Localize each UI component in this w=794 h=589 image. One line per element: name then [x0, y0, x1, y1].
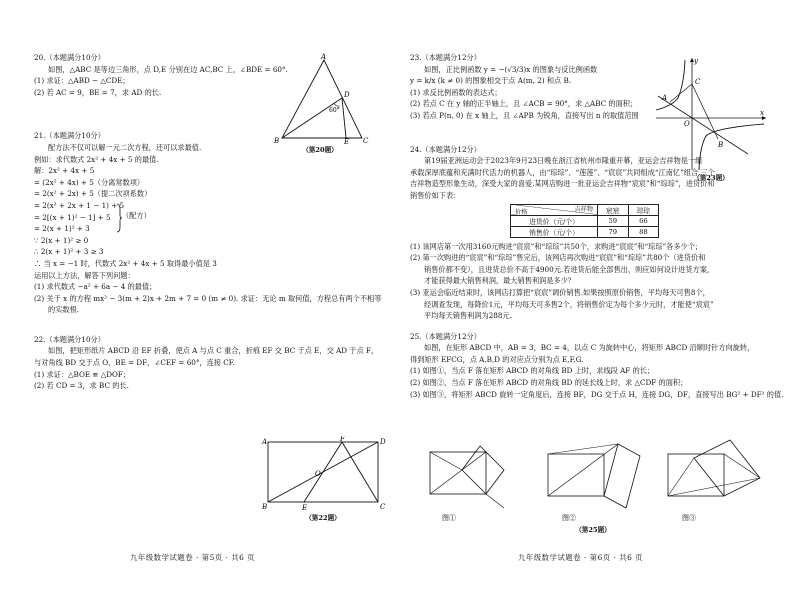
- table-corner-top: 吉祥物: [574, 205, 593, 213]
- q21-step: ∴ 2(x + 1)² + 3 ≥ 3: [34, 247, 104, 257]
- footer-left: 九年级数学试题卷 · 第5页 · 共6 页: [130, 553, 256, 562]
- q21-part2: (2) 关于 x 的方程 mx² − 3(m + 2)x + 2m + 7 = 0 (m ≠ 0). 求证：无论 m 取何值，方程总有两个不相等: [34, 293, 382, 303]
- table-row-label: 销售价（元/个）: [511, 226, 598, 237]
- label-x: x: [760, 109, 764, 117]
- q22-stem: 如图，把矩形纸片 ABCD 沿 EF 折叠，使点 A 与点 C 重合，折痕 EF 交 BC 于点 E，交 AD 于点 F，: [48, 346, 379, 356]
- q24-part3: (3) 亚运会临近结束时，该网店打算把“宸宸”调价销售.如果按照原价销售，平均每天可售8个，: [410, 287, 710, 297]
- table-row: [511, 226, 659, 237]
- q23-stem-cont: y = k/x (k ≠ 0) 的图象相交于点 A(m, 2) 和点 B.: [410, 76, 572, 86]
- q21-step: = 2(x + 1)² + 3: [34, 224, 90, 234]
- triangle-diagram: [270, 52, 370, 144]
- figure-23-caption: （第23题）: [693, 174, 729, 182]
- label-a: A: [321, 53, 327, 61]
- footer-right: 九年级数学试题卷 · 第6页 · 共6 页: [518, 553, 644, 562]
- label-c: C: [363, 137, 369, 144]
- label-a: A: [262, 438, 268, 446]
- q25-part1: (1) 如图①，当点 F 落在矩形 ABCD 的对角线 BD 上时，求线段 AF 的长；: [410, 366, 655, 376]
- table-cell: 79: [598, 226, 629, 237]
- label-c: C: [695, 78, 701, 86]
- q25-part3: (3) 如图③，将矩形 ABCD 旋转一定角度后，连接 BF，DG 交于点 H，连接 DG，DF，直接写出 BG² + DF² 的值.: [410, 389, 784, 399]
- figure-20-caption: （第20题）: [302, 146, 338, 154]
- q23-part3: (3) 若点 P(n, 0) 在 x 轴上，且 ∠APB 为锐角，直接写出 n 的取值范围: [410, 110, 639, 120]
- price-table: [510, 204, 659, 238]
- q24-stem: 第19届亚洲运动会于2023年9月23日晚在浙江省杭州市隆重开幕，亚运会吉祥物是一组: [424, 156, 703, 166]
- q20-part2: (2) 若 AC = 9，BE = 7，求 AD 的长.: [34, 87, 162, 97]
- label-b: B: [718, 141, 724, 149]
- q24-title: 24.（本题满分12分）: [410, 144, 481, 154]
- table-row: [511, 204, 659, 215]
- figure-25-caption: （第25题）: [575, 526, 611, 534]
- q24-part2: (2) 第一次购进的“宸宸”和“琮琮”售完后，该网店再次购进“宸宸”和“琮琮”共80个（进货价和: [410, 253, 706, 263]
- figure-25-2: [548, 444, 640, 522]
- q24-part2-cont: 销售价都不变），且进货总价不高于4900元.若进货后能全部售出，则应如何设计进货方案，: [424, 264, 715, 274]
- q23-part1: (1) 求反比例函数的表达式；: [410, 87, 502, 97]
- figure-22: [258, 436, 388, 522]
- label-e: E: [302, 504, 308, 512]
- q23-stem: 如图，正比例函数 y = −(√3/3)x 的图象与反比例函数: [424, 64, 598, 74]
- q21-step: = 2(x² + 2x) + 5（提二次项系数）: [34, 189, 152, 199]
- q23-title: 23.（本题满分12分）: [410, 53, 481, 62]
- q24-part1: (1) 该网店第一次用3160元购进“宸宸”和“琮琮”共50个，求购进“宸宸”和“琮琮”各多少个；: [410, 241, 703, 251]
- label-o: O: [684, 120, 690, 128]
- q21-apply: 运用以上方法，解答下列问题：: [34, 270, 135, 280]
- q25-part2: (2) 如图②，当点 F 落在矩形 ABCD 的对角线 BD 的延长线上时，求 △CDF 的面积；: [410, 378, 688, 388]
- figure-23: [652, 54, 770, 182]
- q22-part2: (2) 若 CD = 3，求 BC 的长.: [34, 381, 129, 391]
- table-header: 琮琮: [628, 204, 659, 215]
- table-header: 宸宸: [598, 204, 629, 215]
- figure-25-1: [430, 446, 504, 522]
- q21-step: = (2x² + 4x) + 5（分离常数项）: [34, 177, 145, 187]
- q21-step: = 2[(x + 1)² − 1] + 5: [34, 212, 111, 222]
- q24-part2-cont: 才能获得最大销售利润，最大销售利润是多少？: [424, 276, 575, 286]
- q24-part3-cont: 平均每天销售利润为288元.: [424, 311, 512, 321]
- q25-stem-cont: 得到矩形 EFCG，点 A,B,D 的对应点分别为点 E,F,G.: [410, 354, 584, 364]
- figure-20: [270, 52, 370, 154]
- label-b: B: [262, 503, 268, 511]
- table-cell: 88: [628, 226, 659, 237]
- q21-step: ∵ 2(x + 1)² ≥ 0: [34, 235, 89, 245]
- q22-title: 22.（本题满分10分）: [34, 334, 105, 344]
- q24-stem: 销售价如下表：: [410, 190, 461, 200]
- q25-title: 25.（本题满分12分）: [410, 331, 481, 341]
- q21-step: ∴ 当 x = −1 时，代数式 2x² + 4x + 5 取得最小值是 3: [34, 258, 217, 268]
- label-o: O: [315, 470, 321, 478]
- q21-step: = 2(x² + 2x + 1 − 1) + 5: [34, 200, 125, 210]
- q25-stem: 如图，在矩形 ABCD 中，AB = 3，BC = 4，以点 C 为旋转中心，将矩形 ABCD 沿顺时针方向旋转，: [424, 343, 755, 353]
- function-graph: [652, 54, 770, 172]
- q21-example: 例如：求代数式 2x² + 4x + 5 的最值.: [34, 154, 159, 164]
- fig2-caption: 图②: [562, 514, 576, 522]
- q21-intro: 配方法不仅可以解一元二次方程，还可以求最值.: [48, 142, 202, 152]
- q23-part2: (2) 若点 C 在 y 轴的正半轴上，且 ∠ACB = 90°，求 △ABC 的面积；: [410, 99, 638, 109]
- q20-part1: (1) 求证：△ABD ∽ △CDE；: [34, 76, 130, 86]
- label-a: A: [662, 94, 668, 102]
- figure-25-3: [668, 440, 760, 522]
- label-d: D: [344, 91, 350, 99]
- q22-part1: (1) 求证：△BOE ≌ △DOF；: [34, 369, 131, 379]
- fig3-caption: 图③: [682, 514, 696, 522]
- q21-title: 21.（本题满分10分）: [34, 131, 105, 141]
- table-row-label: 进货价（元/个）: [511, 215, 598, 226]
- label-e: E: [344, 138, 350, 144]
- label-c: C: [380, 503, 386, 511]
- label-angle: 60°: [329, 107, 340, 114]
- q24-stem: 承载深厚底蕴和充满时代活力的机器人，由“琮琮”、“莲莲”、“宸宸”共同组成“江南忆”组合.三个: [410, 167, 715, 177]
- q24-part3-cont: 经调查发现，每降价1元，平均每天可多售2个，将销售价定为每个多少元时，才能使“宸宸”: [424, 299, 714, 309]
- rotation-diagrams: [412, 438, 774, 528]
- table-corner-cell: [511, 204, 598, 215]
- q21-step: 解：2x² + 4x + 5: [34, 166, 95, 176]
- rectangle-fold-diagram: [258, 436, 388, 512]
- q21-part1: (1) 求代数式 −a² + 6a − 4 的最值；: [34, 282, 157, 292]
- table-corner-bottom: 价格: [515, 208, 528, 216]
- label-b: B: [274, 137, 280, 144]
- q21-brace-label: （配方）: [122, 210, 151, 220]
- label-y: y: [694, 57, 698, 65]
- figure-22-caption: （第22题）: [305, 514, 341, 522]
- table-row: [511, 215, 659, 226]
- q20-stem: 如图，△ABC 是等边三角形，点 D,E 分别在边 AC,BC 上，∠BDE = 60°.: [48, 64, 288, 74]
- table-cell: 59: [598, 215, 629, 226]
- label-d: D: [380, 438, 386, 446]
- table-cell: 66: [628, 215, 659, 226]
- q24-stem: 吉祥物造型形象生动，深受大家的喜爱.某网店购进一批亚运会吉祥物“宸宸”和“琮琮”，进货价和: [410, 179, 715, 189]
- q20-title: 20.（本题满分10分）: [34, 53, 105, 62]
- label-f: F: [340, 436, 345, 443]
- fig1-caption: 图①: [442, 514, 456, 522]
- q21-part2-cont: 的实数根.: [48, 305, 80, 315]
- figure-25: [412, 438, 774, 534]
- q22-stem-cont: 与对角线 BD 交于点 O，BE = DF，∠CEF = 60°，连接 CF.: [34, 358, 235, 368]
